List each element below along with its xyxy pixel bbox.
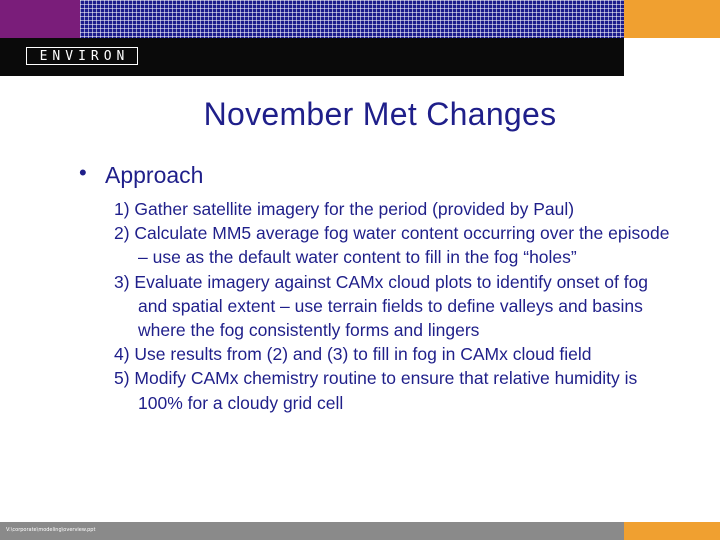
slide-title: November Met Changes (203, 96, 557, 132)
environ-logo (26, 47, 138, 65)
footer-orange-block (624, 522, 720, 540)
list-item: 4) Use results from (2) and (3) to fill in fog in CAMx cloud field (114, 344, 592, 365)
header-orange-block (624, 0, 720, 38)
bullet-label: Approach (105, 162, 204, 188)
bullet-icon: • (79, 160, 87, 185)
logo-text: ENVIRON (39, 48, 130, 64)
list-item: 2) Calculate MM5 average fog water content occurring over the episode – use as the default water content to fill in the fog “holes” (114, 223, 670, 268)
list-item: 1) Gather satellite imagery for the period (provided by Paul) (114, 199, 575, 219)
header-grid-pattern (80, 0, 624, 38)
list-item: 3) Evaluate imagery against CAMx cloud plots to identify onset of fog and spatial extent – use terrain fields to define valleys and basins where the fog consistently forms and lingers (114, 271, 649, 341)
list-item: 5) Modify CAMx chemistry routine to ensure that relative humidity is 100% for a cloudy grid cell (114, 368, 638, 413)
header-purple-block (0, 0, 80, 38)
footer-file-path: V:\corporate\modeling\overview.ppt (6, 527, 96, 533)
footer-bar (0, 522, 720, 540)
steps-list (114, 197, 674, 415)
